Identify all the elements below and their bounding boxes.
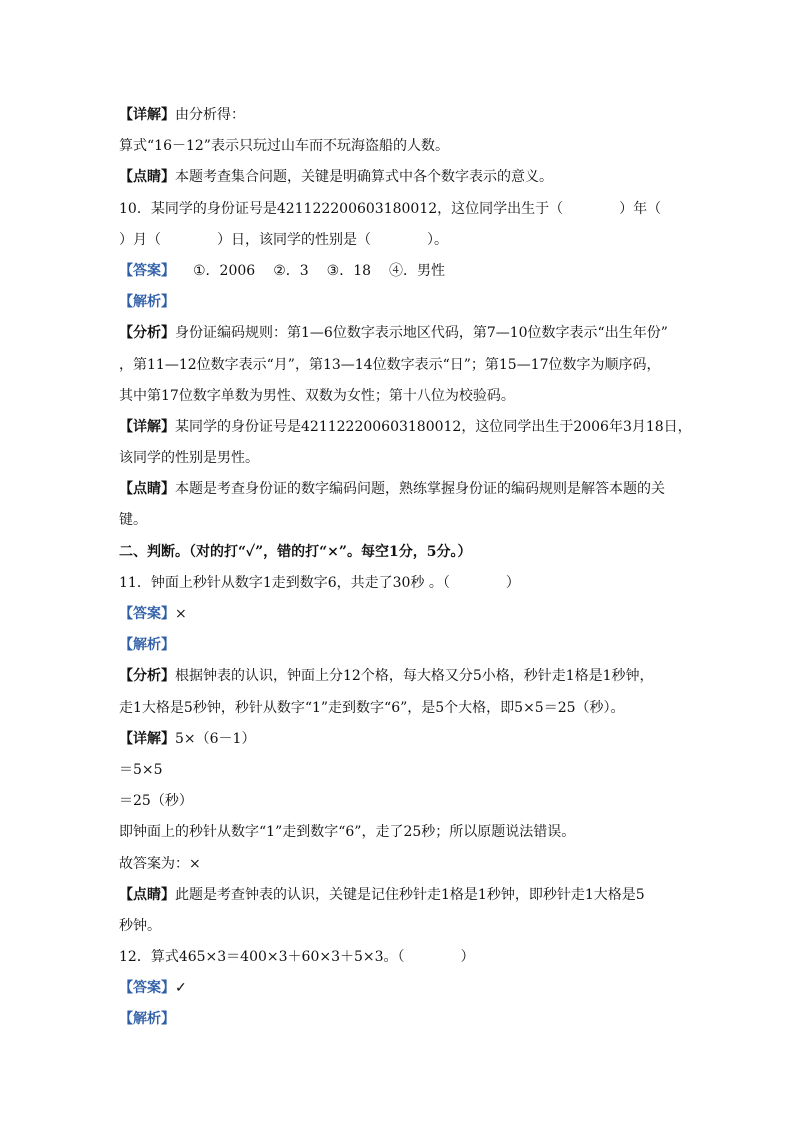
formula-explanation: 算式“16－12”表示只玩过山车而不玩海盗船的人数。 [119, 138, 449, 155]
section-heading-judgement: 二、判断。（对的打“✓”，错的打“×”。每空1分，5分。） [119, 543, 472, 560]
detail-text: 某同学的身份证号是421122200603180012，这位同学出生于2006年3月18日， [175, 418, 692, 435]
comment-line-11 [119, 880, 679, 911]
analysis-heading-10 [119, 287, 679, 318]
comment-line [119, 162, 679, 193]
question-10-line-2: ）月（ ）日，该同学的性别是（ ）。 [119, 231, 448, 248]
comment-text: 本题是考查身份证的数字编码问题，熟练掌握身份证的编码规则是解答本题的关 [175, 481, 665, 498]
analysis-line-2: ，第11—12位数字表示“月”，第13—14位数字表示“日”；第15—17位数字为顺序码， [119, 356, 661, 373]
answer-item-4: ④．男性 [389, 262, 446, 279]
comment-tag: 【点睛】 [119, 886, 175, 903]
comment-text: 本题考查集合问题，关键是明确算式中各个数字表示的意义。 [175, 169, 553, 186]
analysis-sub-tag: 【分析】 [119, 325, 175, 342]
question-11: 11．钟面上秒针从数字1走到数字6，共走了30秒 。（ ） [119, 574, 520, 591]
analysis-tag: 【解析】 [119, 1011, 175, 1028]
analysis-text: 根据钟表的认识，钟面上分12个格，每大格又分5小格，秒针走1格是1秒钟， [175, 668, 654, 685]
answer-tag: 【答案】 [119, 606, 175, 622]
comment-tag: 【点睛】 [119, 481, 175, 498]
question-12: 12．算式465×3＝400×3＋60×3＋5×3。（ ） [119, 949, 475, 966]
question-10-line-1: 10．某同学的身份证号是421122200603180012，这位同学出生于（ ）年（ [119, 200, 662, 217]
answer-value: × [175, 606, 187, 622]
calc-step-1: ＝5×5 [119, 761, 163, 778]
comment-line-11-cont: 秒钟。 [119, 917, 161, 934]
analysis-tag: 【解析】 [119, 637, 175, 654]
detail-tag: 【详解】 [119, 730, 175, 747]
analysis-line-11-1 [119, 661, 679, 692]
answer-item-1: ①．2006 [193, 262, 256, 279]
detail-tag: 【详解】 [119, 418, 175, 435]
analysis-text: 身份证编码规则：第1—6位数字表示地区代码，第7—10位数字表示“出生年份” [175, 325, 668, 342]
detail-line-10-cont: 该同学的性别是男性。 [119, 450, 259, 467]
analysis-line-3: 其中第17位数字单数为男性、双数为女性；第十八位为校验码。 [119, 387, 515, 404]
detail-line-10 [119, 412, 692, 443]
answer-line-12 [119, 973, 679, 1004]
document-body [119, 100, 692, 1036]
comment-line-10-cont: 键。 [119, 512, 147, 529]
answer-value: ✓ [175, 980, 187, 997]
comment-text: 此题是考查钟表的认识，关键是记住秒针走1格是1秒钟，即秒针走1大格是5 [175, 886, 645, 903]
analysis-line-11-2: 走1大格是5秒钟，秒针从数字“1”走到数字“6”，是5个大格，即5×5＝25（秒）。 [119, 699, 625, 716]
answer-tag: 【答案】 [119, 262, 175, 279]
detail-text: 由分析得： [175, 107, 245, 123]
analysis-heading-12 [119, 1004, 679, 1035]
answer-item-2: ②．3 [273, 262, 309, 279]
answer-line-11 [119, 599, 679, 630]
detail-text: 5×（6－1） [175, 730, 256, 747]
detail-line-11 [119, 724, 679, 755]
analysis-tag: 【解析】 [119, 294, 175, 311]
analysis-sub-tag: 【分析】 [119, 668, 175, 685]
analysis-line-1 [119, 318, 679, 349]
answer-item-3: ③．18 [326, 262, 372, 279]
calc-step-2: ＝25（秒） [119, 793, 193, 810]
detail-line [119, 100, 679, 131]
analysis-heading-11 [119, 630, 679, 661]
comment-tag: 【点睛】 [119, 169, 175, 186]
conclusion-line: 即钟面上的秒针从数字“1”走到数字“6”，走了25秒；所以原题说法错误。 [119, 824, 576, 841]
comment-line-10 [119, 474, 679, 505]
final-answer-line: 故答案为：× [119, 855, 201, 872]
detail-tag: 【详解】 [119, 107, 175, 123]
answer-line-10 [119, 256, 679, 287]
answer-tag: 【答案】 [119, 980, 175, 997]
